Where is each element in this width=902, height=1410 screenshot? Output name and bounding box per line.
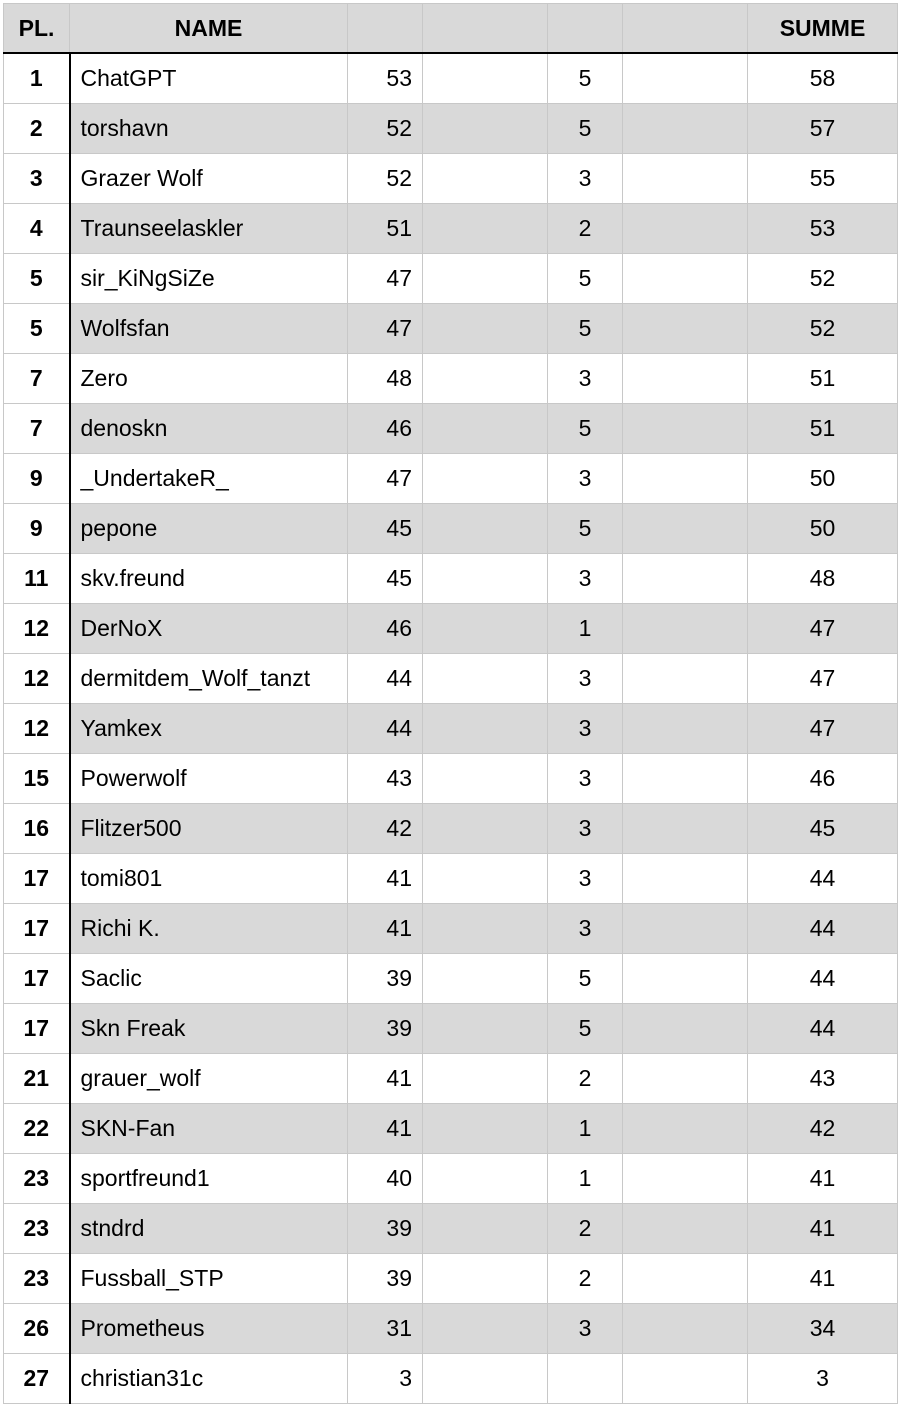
cell-sum: 53 bbox=[748, 204, 898, 254]
cell-name: Skn Freak bbox=[70, 1004, 348, 1054]
cell-score-a: 43 bbox=[348, 754, 423, 804]
cell-score-a: 39 bbox=[348, 954, 423, 1004]
header-col6 bbox=[623, 4, 748, 54]
cell-name: Fussball_STP bbox=[70, 1254, 348, 1304]
header-sum: SUMME bbox=[748, 4, 898, 54]
cell-empty-6 bbox=[623, 504, 748, 554]
cell-sum: 47 bbox=[748, 654, 898, 704]
cell-place: 3 bbox=[4, 154, 70, 204]
cell-empty-6 bbox=[623, 454, 748, 504]
table-row bbox=[4, 504, 898, 554]
cell-empty-6 bbox=[623, 1154, 748, 1204]
cell-place: 23 bbox=[4, 1204, 70, 1254]
header-row bbox=[4, 4, 898, 54]
cell-score-b: 3 bbox=[548, 704, 623, 754]
cell-sum: 50 bbox=[748, 454, 898, 504]
cell-place: 5 bbox=[4, 304, 70, 354]
cell-sum: 47 bbox=[748, 704, 898, 754]
header-col3 bbox=[348, 4, 423, 54]
cell-empty-4 bbox=[423, 1354, 548, 1404]
cell-sum: 43 bbox=[748, 1054, 898, 1104]
cell-empty-6 bbox=[623, 1054, 748, 1104]
table-row bbox=[4, 1104, 898, 1154]
cell-score-b: 3 bbox=[548, 554, 623, 604]
cell-name: Flitzer500 bbox=[70, 804, 348, 854]
table-row bbox=[4, 1354, 898, 1404]
cell-empty-6 bbox=[623, 304, 748, 354]
cell-place: 15 bbox=[4, 754, 70, 804]
cell-empty-4 bbox=[423, 1104, 548, 1154]
cell-score-a: 39 bbox=[348, 1004, 423, 1054]
cell-name: ChatGPT bbox=[70, 53, 348, 104]
table-row bbox=[4, 1154, 898, 1204]
cell-empty-6 bbox=[623, 354, 748, 404]
cell-name: _UndertakeR_ bbox=[70, 454, 348, 504]
cell-name: dermitdem_Wolf_tanzt bbox=[70, 654, 348, 704]
cell-empty-6 bbox=[623, 254, 748, 304]
cell-empty-4 bbox=[423, 104, 548, 154]
cell-place: 2 bbox=[4, 104, 70, 154]
cell-score-b: 2 bbox=[548, 1054, 623, 1104]
cell-place: 7 bbox=[4, 354, 70, 404]
table-row bbox=[4, 404, 898, 454]
cell-sum: 55 bbox=[748, 154, 898, 204]
header-place: PL. bbox=[4, 4, 70, 54]
cell-empty-6 bbox=[623, 854, 748, 904]
cell-empty-6 bbox=[623, 804, 748, 854]
cell-score-a: 31 bbox=[348, 1304, 423, 1354]
cell-score-a: 53 bbox=[348, 53, 423, 104]
cell-score-b: 3 bbox=[548, 1304, 623, 1354]
cell-score-a: 52 bbox=[348, 154, 423, 204]
table-row bbox=[4, 604, 898, 654]
table-row bbox=[4, 354, 898, 404]
cell-score-b: 1 bbox=[548, 604, 623, 654]
cell-place: 22 bbox=[4, 1104, 70, 1154]
cell-empty-6 bbox=[623, 1004, 748, 1054]
cell-empty-4 bbox=[423, 604, 548, 654]
cell-empty-4 bbox=[423, 854, 548, 904]
cell-empty-6 bbox=[623, 654, 748, 704]
cell-name: denoskn bbox=[70, 404, 348, 454]
table-row bbox=[4, 1254, 898, 1304]
cell-score-a: 45 bbox=[348, 504, 423, 554]
cell-score-a: 46 bbox=[348, 604, 423, 654]
cell-empty-4 bbox=[423, 504, 548, 554]
cell-place: 4 bbox=[4, 204, 70, 254]
table-row bbox=[4, 454, 898, 504]
cell-place: 12 bbox=[4, 604, 70, 654]
cell-place: 9 bbox=[4, 454, 70, 504]
cell-name: Prometheus bbox=[70, 1304, 348, 1354]
cell-empty-4 bbox=[423, 954, 548, 1004]
cell-score-a: 3 bbox=[348, 1354, 423, 1404]
cell-score-b: 2 bbox=[548, 1204, 623, 1254]
table-row bbox=[4, 204, 898, 254]
cell-name: grauer_wolf bbox=[70, 1054, 348, 1104]
cell-place: 7 bbox=[4, 404, 70, 454]
cell-empty-6 bbox=[623, 1104, 748, 1154]
cell-place: 12 bbox=[4, 704, 70, 754]
cell-name: Traunseelaskler bbox=[70, 204, 348, 254]
cell-empty-4 bbox=[423, 53, 548, 104]
table-row bbox=[4, 304, 898, 354]
header-col5 bbox=[548, 4, 623, 54]
table-row bbox=[4, 704, 898, 754]
cell-empty-4 bbox=[423, 1204, 548, 1254]
cell-score-b: 3 bbox=[548, 754, 623, 804]
cell-sum: 51 bbox=[748, 354, 898, 404]
table-row bbox=[4, 754, 898, 804]
cell-empty-6 bbox=[623, 1254, 748, 1304]
cell-empty-6 bbox=[623, 204, 748, 254]
cell-score-b: 2 bbox=[548, 1254, 623, 1304]
cell-name: stndrd bbox=[70, 1204, 348, 1254]
cell-name: pepone bbox=[70, 504, 348, 554]
cell-empty-6 bbox=[623, 53, 748, 104]
table-row bbox=[4, 954, 898, 1004]
cell-place: 9 bbox=[4, 504, 70, 554]
cell-score-b: 5 bbox=[548, 254, 623, 304]
cell-place: 26 bbox=[4, 1304, 70, 1354]
table-row bbox=[4, 554, 898, 604]
cell-place: 21 bbox=[4, 1054, 70, 1104]
cell-score-b: 3 bbox=[548, 654, 623, 704]
table-row bbox=[4, 104, 898, 154]
cell-score-b: 1 bbox=[548, 1154, 623, 1204]
cell-score-b: 1 bbox=[548, 1104, 623, 1154]
table-row bbox=[4, 254, 898, 304]
cell-sum: 47 bbox=[748, 604, 898, 654]
cell-score-a: 47 bbox=[348, 454, 423, 504]
cell-sum: 44 bbox=[748, 1004, 898, 1054]
table-row bbox=[4, 904, 898, 954]
cell-score-b: 5 bbox=[548, 404, 623, 454]
cell-empty-4 bbox=[423, 404, 548, 454]
cell-empty-4 bbox=[423, 654, 548, 704]
table-row bbox=[4, 53, 898, 104]
cell-empty-4 bbox=[423, 1004, 548, 1054]
cell-score-a: 46 bbox=[348, 404, 423, 454]
cell-place: 11 bbox=[4, 554, 70, 604]
cell-place: 17 bbox=[4, 954, 70, 1004]
cell-place: 23 bbox=[4, 1254, 70, 1304]
table-row bbox=[4, 854, 898, 904]
cell-score-b: 3 bbox=[548, 854, 623, 904]
cell-score-a: 52 bbox=[348, 104, 423, 154]
cell-sum: 58 bbox=[748, 53, 898, 104]
cell-empty-4 bbox=[423, 354, 548, 404]
cell-sum: 52 bbox=[748, 254, 898, 304]
cell-score-b: 3 bbox=[548, 154, 623, 204]
cell-sum: 51 bbox=[748, 404, 898, 454]
cell-score-b: 3 bbox=[548, 904, 623, 954]
cell-name: sir_KiNgSiZe bbox=[70, 254, 348, 304]
cell-empty-4 bbox=[423, 154, 548, 204]
cell-empty-6 bbox=[623, 154, 748, 204]
cell-sum: 52 bbox=[748, 304, 898, 354]
table-row bbox=[4, 154, 898, 204]
cell-name: Grazer Wolf bbox=[70, 154, 348, 204]
header-name: NAME bbox=[70, 4, 348, 54]
cell-sum: 48 bbox=[748, 554, 898, 604]
cell-name: Yamkex bbox=[70, 704, 348, 754]
cell-empty-6 bbox=[623, 554, 748, 604]
cell-sum: 46 bbox=[748, 754, 898, 804]
cell-empty-6 bbox=[623, 904, 748, 954]
cell-empty-4 bbox=[423, 454, 548, 504]
cell-empty-4 bbox=[423, 204, 548, 254]
standings-table-container bbox=[3, 3, 897, 1404]
cell-score-b bbox=[548, 1354, 623, 1404]
cell-score-b: 5 bbox=[548, 304, 623, 354]
cell-empty-4 bbox=[423, 554, 548, 604]
cell-score-a: 44 bbox=[348, 704, 423, 754]
cell-score-b: 3 bbox=[548, 804, 623, 854]
cell-empty-4 bbox=[423, 804, 548, 854]
cell-name: Powerwolf bbox=[70, 754, 348, 804]
cell-sum: 42 bbox=[748, 1104, 898, 1154]
cell-place: 27 bbox=[4, 1354, 70, 1404]
cell-empty-4 bbox=[423, 1154, 548, 1204]
table-row bbox=[4, 1304, 898, 1354]
cell-score-a: 47 bbox=[348, 254, 423, 304]
cell-score-b: 5 bbox=[548, 53, 623, 104]
header-col4 bbox=[423, 4, 548, 54]
cell-place: 16 bbox=[4, 804, 70, 854]
cell-empty-6 bbox=[623, 704, 748, 754]
table-row bbox=[4, 654, 898, 704]
cell-score-b: 5 bbox=[548, 954, 623, 1004]
table-body bbox=[4, 53, 898, 1404]
table-row bbox=[4, 804, 898, 854]
cell-empty-6 bbox=[623, 104, 748, 154]
cell-empty-4 bbox=[423, 1254, 548, 1304]
cell-sum: 57 bbox=[748, 104, 898, 154]
cell-score-a: 42 bbox=[348, 804, 423, 854]
cell-empty-4 bbox=[423, 1304, 548, 1354]
cell-score-a: 41 bbox=[348, 1104, 423, 1154]
table-header bbox=[4, 4, 898, 54]
cell-score-b: 5 bbox=[548, 1004, 623, 1054]
cell-empty-4 bbox=[423, 704, 548, 754]
cell-empty-6 bbox=[623, 954, 748, 1004]
cell-sum: 50 bbox=[748, 504, 898, 554]
cell-score-b: 2 bbox=[548, 204, 623, 254]
cell-score-a: 44 bbox=[348, 654, 423, 704]
cell-sum: 45 bbox=[748, 804, 898, 854]
table-row bbox=[4, 1204, 898, 1254]
cell-sum: 44 bbox=[748, 904, 898, 954]
cell-empty-6 bbox=[623, 604, 748, 654]
cell-empty-4 bbox=[423, 304, 548, 354]
cell-score-a: 41 bbox=[348, 904, 423, 954]
cell-empty-6 bbox=[623, 1204, 748, 1254]
cell-score-a: 39 bbox=[348, 1254, 423, 1304]
cell-name: Saclic bbox=[70, 954, 348, 1004]
cell-score-a: 47 bbox=[348, 304, 423, 354]
cell-empty-4 bbox=[423, 1054, 548, 1104]
cell-name: Zero bbox=[70, 354, 348, 404]
cell-sum: 41 bbox=[748, 1254, 898, 1304]
cell-place: 17 bbox=[4, 1004, 70, 1054]
cell-empty-6 bbox=[623, 404, 748, 454]
cell-score-a: 41 bbox=[348, 854, 423, 904]
cell-sum: 44 bbox=[748, 954, 898, 1004]
cell-place: 5 bbox=[4, 254, 70, 304]
cell-place: 1 bbox=[4, 53, 70, 104]
cell-sum: 3 bbox=[748, 1354, 898, 1404]
cell-name: tomi801 bbox=[70, 854, 348, 904]
cell-score-a: 39 bbox=[348, 1204, 423, 1254]
cell-place: 12 bbox=[4, 654, 70, 704]
cell-place: 17 bbox=[4, 854, 70, 904]
cell-empty-4 bbox=[423, 254, 548, 304]
cell-score-b: 5 bbox=[548, 504, 623, 554]
cell-name: Richi K. bbox=[70, 904, 348, 954]
cell-sum: 44 bbox=[748, 854, 898, 904]
cell-empty-4 bbox=[423, 754, 548, 804]
cell-empty-6 bbox=[623, 754, 748, 804]
table-row bbox=[4, 1054, 898, 1104]
cell-score-b: 3 bbox=[548, 454, 623, 504]
cell-name: Wolfsfan bbox=[70, 304, 348, 354]
cell-name: torshavn bbox=[70, 104, 348, 154]
cell-sum: 41 bbox=[748, 1204, 898, 1254]
cell-score-b: 5 bbox=[548, 104, 623, 154]
cell-name: SKN-Fan bbox=[70, 1104, 348, 1154]
cell-name: sportfreund1 bbox=[70, 1154, 348, 1204]
cell-score-a: 48 bbox=[348, 354, 423, 404]
cell-empty-6 bbox=[623, 1304, 748, 1354]
cell-name: skv.freund bbox=[70, 554, 348, 604]
cell-empty-6 bbox=[623, 1354, 748, 1404]
cell-name: christian31c bbox=[70, 1354, 348, 1404]
cell-sum: 34 bbox=[748, 1304, 898, 1354]
cell-score-a: 41 bbox=[348, 1054, 423, 1104]
cell-sum: 41 bbox=[748, 1154, 898, 1204]
cell-score-a: 51 bbox=[348, 204, 423, 254]
cell-score-a: 40 bbox=[348, 1154, 423, 1204]
cell-name: DerNoX bbox=[70, 604, 348, 654]
cell-place: 23 bbox=[4, 1154, 70, 1204]
standings-table bbox=[3, 3, 898, 1404]
cell-score-a: 45 bbox=[348, 554, 423, 604]
cell-place: 17 bbox=[4, 904, 70, 954]
table-row bbox=[4, 1004, 898, 1054]
cell-score-b: 3 bbox=[548, 354, 623, 404]
cell-empty-4 bbox=[423, 904, 548, 954]
